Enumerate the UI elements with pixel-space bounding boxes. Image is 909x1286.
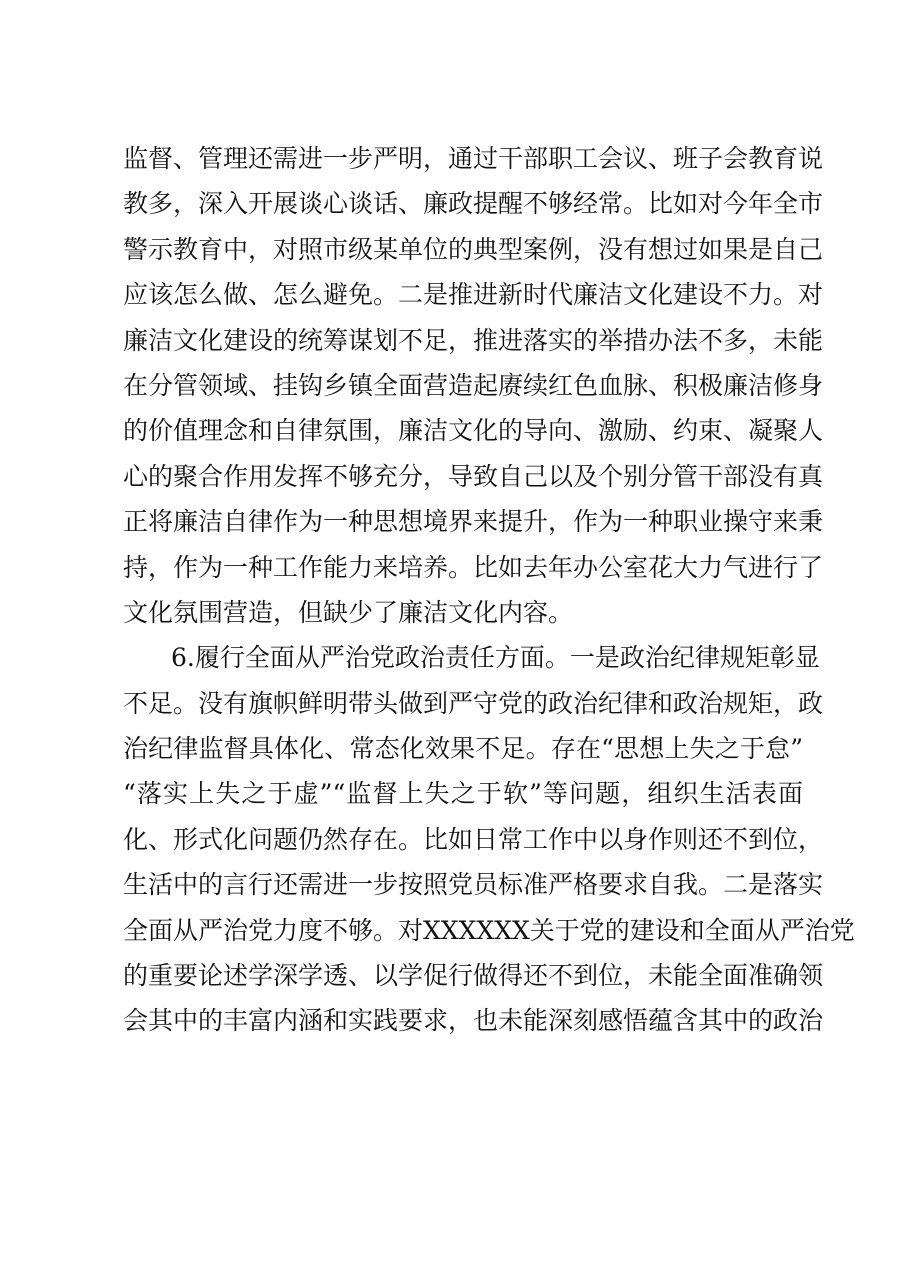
paragraph-end-line: 文化氛围营造，但缺少了廉洁文化内容。 <box>123 597 574 627</box>
text-line: 生活中的言行还需进一步按照党员标准严格要求自我。二是落实 <box>123 870 824 900</box>
text-line: 治纪律监督具体化、常态化效果不足。存在“思想上失之于怠” <box>123 734 803 764</box>
text-line: 警示教育中，对照市级某单位的典型案例，没有想过如果是自己 <box>123 234 824 264</box>
text-line: 在分管领域、挂钩乡镇全面营造起赓续红色血脉、积极廉洁修身 <box>123 370 824 400</box>
text-line: 持，作为一种工作能力来培养。比如去年办公室花大力气进行了 <box>123 552 824 582</box>
text-line: 会其中的丰富内涵和实践要求，也未能深刻感悟蕴含其中的政治 <box>123 1006 824 1036</box>
text-line: 不足。没有旗帜鲜明带头做到严守党的政治纪律和政治规矩，政 <box>123 688 824 718</box>
text-line: 的重要论述学深学透、以学促行做得还不到位，未能全面准确领 <box>123 961 824 991</box>
text-line: 的价值理念和自律氛围，廉洁文化的导向、激励、约束、凝聚人 <box>123 416 824 446</box>
text-line: 正将廉洁自律作为一种思想境界来提升，作为一种职业操守来秉 <box>123 507 824 537</box>
text-line: 心的聚合作用发挥不够充分，导致自己以及个别分管干部没有真 <box>123 461 824 491</box>
text-line: 教多，深入开展谈心谈话、廉政提醒不够经常。比如对今年全市 <box>123 189 824 219</box>
text-line: 监督、管理还需进一步严明，通过干部职工会议、班子会教育说 <box>123 144 824 173</box>
text-line: 全面从严治党力度不够。对XXXXXX关于党的建设和全面从严治党 <box>123 915 855 945</box>
text-line: 廉洁文化建设的统筹谋划不足，推进落实的举措办法不多，未能 <box>123 325 824 355</box>
text-line: 应该怎么做、怎么避免。二是推进新时代廉洁文化建设不力。对 <box>123 280 824 310</box>
body-text <box>123 136 855 1044</box>
text-line: “落实上失之于虚”“监督上失之于软”等问题，组织生活表面 <box>123 779 803 809</box>
text-line: 化、形式化问题仍然存在。比如日常工作中以身作则还不到位， <box>123 824 824 854</box>
section-heading-line: 6.履行全面从严治党政治责任方面。一是政治纪律规矩彰显 <box>171 643 820 673</box>
